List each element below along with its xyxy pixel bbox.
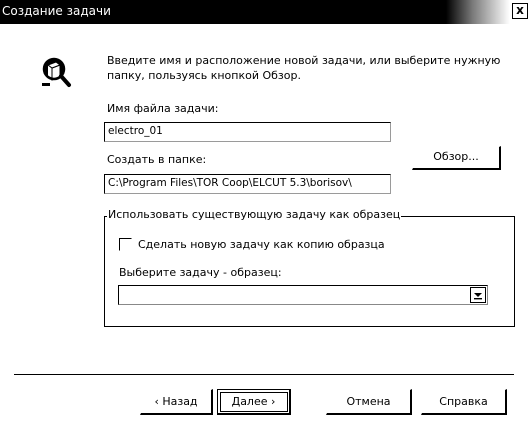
browse-button[interactable]: Обзор... xyxy=(412,146,501,170)
template-select-dropdown-button[interactable] xyxy=(470,287,486,303)
close-button[interactable]: x xyxy=(512,3,528,19)
next-button[interactable]: Далее › xyxy=(217,389,291,415)
copy-template-checkbox-label[interactable]: Сделать новую задачу как копию образца xyxy=(138,238,385,251)
folder-label: Создать в папке: xyxy=(107,153,207,166)
intro-text: Введите имя и расположение новой задачи, или выберите нужную папку, пользуясь кнопкой Обзор. xyxy=(107,54,501,82)
back-button[interactable]: ‹ Назад xyxy=(140,389,213,415)
file-name-input[interactable]: electro_01 xyxy=(104,122,391,142)
help-button[interactable]: Справка xyxy=(421,389,507,415)
chevron-down-icon xyxy=(471,288,485,302)
cancel-button[interactable]: Отмена xyxy=(326,389,412,415)
window-title: Создание задачи xyxy=(2,4,111,18)
file-name-label: Имя файла задачи: xyxy=(107,102,219,115)
template-select-label: Выберите задачу - образец: xyxy=(119,266,282,279)
button-separator xyxy=(14,374,514,375)
wizard-magnifier-icon xyxy=(40,56,72,88)
template-group-legend: Использовать существующую задачу как образец xyxy=(108,208,401,221)
folder-path-input[interactable]: C:\Program Files\TOR Coop\ELCUT 5.3\borisov\ xyxy=(104,174,391,194)
title-bar[interactable] xyxy=(0,0,531,24)
copy-template-checkbox[interactable] xyxy=(119,238,132,251)
template-select[interactable] xyxy=(118,285,488,305)
